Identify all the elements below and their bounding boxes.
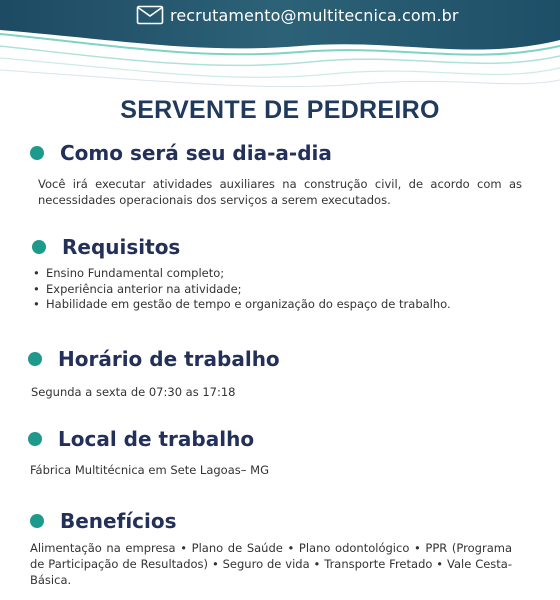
contact-email[interactable]: recrutamento@multitecnica.com.br (170, 5, 459, 25)
section-title: Benefícios (60, 509, 177, 533)
section-working-hours (0, 344, 560, 400)
section-text: Segunda a sexta de 07:30 as 17:18 (31, 385, 236, 399)
section-bullet-icon (30, 514, 44, 528)
cropped-text-fragment (34, 592, 524, 600)
section-bullet-icon (30, 146, 44, 160)
section-title: Horário de trabalho (58, 347, 280, 371)
requirements-list (30, 266, 540, 313)
list-item: • Experiência anterior na atividade; (30, 282, 540, 298)
section-bullet-icon (32, 240, 46, 254)
section-title: Como será seu dia-a-dia (60, 141, 332, 165)
section-bullet-icon (28, 352, 42, 366)
mail-icon (136, 5, 164, 25)
list-item: • Ensino Fundamental completo; (30, 266, 540, 282)
section-benefits (0, 506, 560, 588)
list-item: • Habilidade em gestão de tempo e organização do espaço de trabalho. (30, 297, 540, 313)
section-text: Fábrica Multitécnica em Sete Lagoas– MG (30, 463, 269, 477)
section-title: Requisitos (62, 235, 181, 259)
section-requirements (0, 232, 560, 313)
contact-email-row (136, 2, 459, 28)
section-text: Você irá executar atividades auxiliares na construção civil, de acordo com as necessidades operacionais dos serviços a serem executados. (38, 177, 522, 207)
section-bullet-icon (28, 432, 42, 446)
job-title: SERVENTE DE PEDREIRO (120, 96, 440, 124)
section-text: Alimentação na empresa • Plano de Saúde • Plano odontológico • PPR (Programa de Participação de Resultados) • Seguro de vida • Transporte Fretado • Vale Cesta-Básica. (30, 541, 512, 587)
section-work-location (0, 424, 560, 478)
section-daily-activities (0, 138, 560, 208)
section-title: Local de trabalho (58, 427, 255, 451)
